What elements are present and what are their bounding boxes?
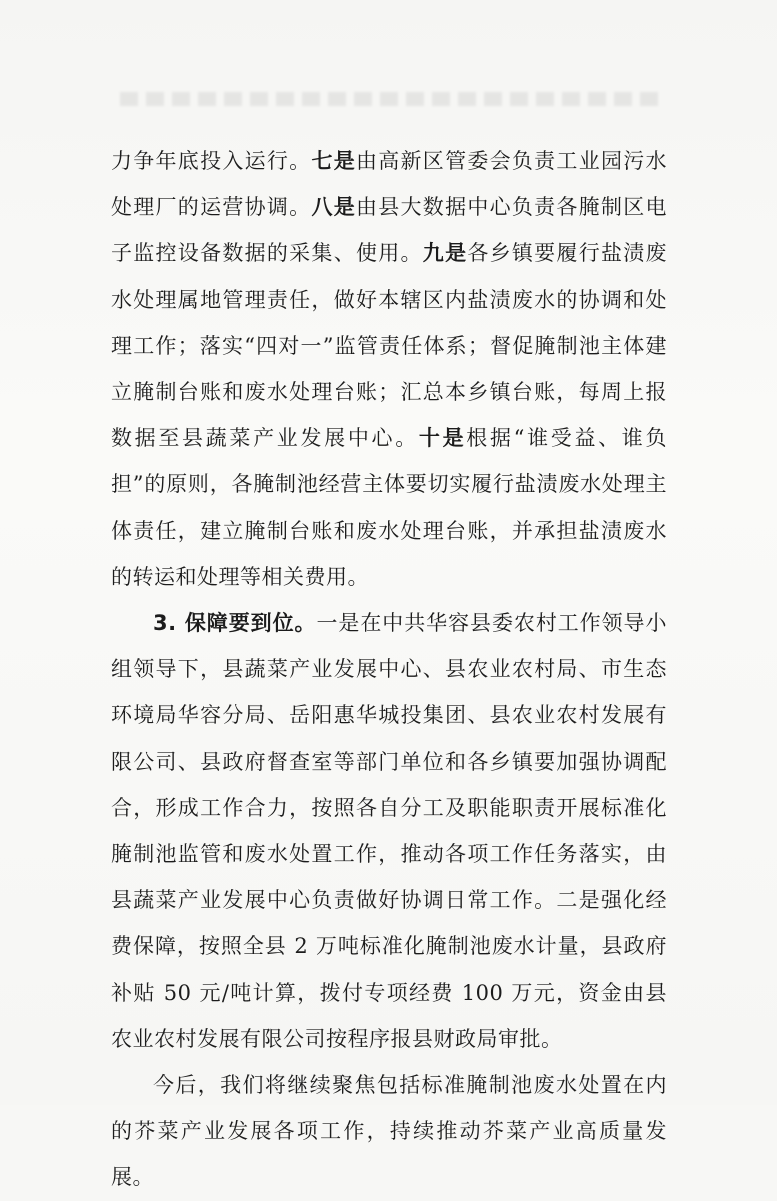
document-body: [111, 138, 667, 1201]
text-segment: 一是在中共华容县委农村工作领导小组领导下，县蔬菜产业发展中心、县农业农村局、市生态环境局华容分局、岳阳惠华城投集团、县农业农村发展有限公司、县政府督查室等部门单位和各乡镇要加强协调配合，形成工作合力，按照各自分工及职能职责开展标准化腌制池监管和废水处置工作，推动各项工作任务落实，由县蔬菜产业发展中心负责做好协调日常工作。二是强化经费保障，按照全县 2 万吨标准化腌制池废水计量，县政府补贴 50 元/吨计算，拨付专项经费 100 万元，资金由县农业农村发展有限公司按程序报县财政局审批。: [111, 611, 667, 1051]
item-10-marker: 十是: [418, 426, 467, 451]
item-7-marker: 七是: [311, 149, 356, 173]
text-segment: 由县大数据中心负责各腌制区电子监控设备数据的采集、使用。: [111, 195, 668, 266]
faint-header-bleedthrough: [120, 92, 660, 106]
section-heading-guarantees: 3. 保障要到位。: [153, 611, 317, 636]
text-segment: 由高新区管委会负责工业园污水处理厂的运营协调。: [111, 149, 668, 220]
text-segment: 根据“谁受益、谁负担”的原则，各腌制池经营主体要切实履行盐渍废水处理主体责任，建立腌制台账和废水处理台账，并承担盐渍废水的转运和处理等相关费用。: [111, 426, 667, 589]
paragraph-guarantees: [111, 600, 667, 1062]
paragraph-conclusion: [111, 1062, 667, 1201]
text-segment: 力争年底投入运行。: [111, 149, 312, 173]
paragraph-duties-continued: [111, 138, 667, 600]
text-segment: 各乡镇要履行盐渍废水处理属地管理责任，做好本辖区内盐渍废水的协调和处理工作；落实“四对一”监管责任体系；督促腌制池主体建立腌制台账和废水处理台账；汇总本乡镇台账，每周上报数据至县蔬菜产业发展中心。: [111, 241, 668, 451]
item-8-marker: 八是: [311, 195, 356, 220]
item-9-marker: 九是: [422, 241, 468, 266]
text-segment: 今后，我们将继续聚焦包括标准腌制池废水处置在内的芥菜产业发展各项工作，持续推动芥菜产业高质量发展。: [111, 1073, 667, 1190]
